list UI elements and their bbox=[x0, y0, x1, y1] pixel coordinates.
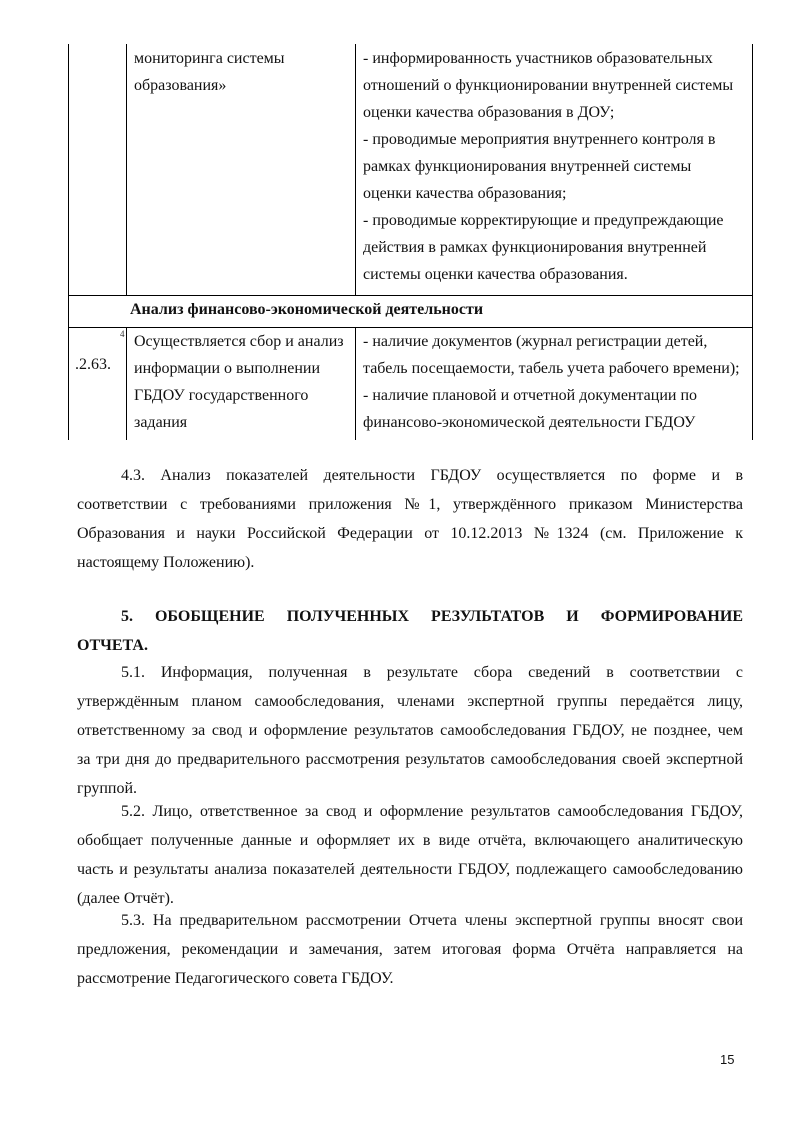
text-line: Образования и науки Российской Федерации от 10.12.2013 №1324 (см. Приложение к bbox=[77, 525, 743, 542]
cell-line: системы оценки качества образования. bbox=[363, 266, 628, 283]
paragraph-5-2 bbox=[77, 797, 743, 913]
cell-line: Осуществляется сбор и анализ bbox=[134, 333, 344, 350]
cell-line: действия в рамках функционирования внутренней bbox=[363, 239, 707, 256]
text-line: 5.2. Лицо, ответственное за свод и оформление результатов самообследования ГБДОУ, bbox=[121, 803, 743, 820]
text-line: предложения, рекомендации и замечания, затем итоговая форма Отчёта направляется на bbox=[77, 941, 743, 958]
cell-line: финансово-экономической деятельности ГБДОУ bbox=[363, 414, 696, 431]
table-col-divider bbox=[126, 44, 127, 295]
text-line: 4.3. Анализ показателей деятельности ГБДОУ осуществляется по форме и в bbox=[121, 467, 743, 484]
text-line: (далее Отчёт). bbox=[77, 890, 174, 907]
indicators-cell-continued bbox=[363, 45, 733, 288]
text-line: обобщает полученные данные и оформляет их в виде отчёта, включающего аналитическую bbox=[77, 832, 743, 849]
criterion-cell-continued bbox=[134, 45, 285, 99]
table-col-divider bbox=[126, 327, 127, 440]
indicators-cell bbox=[363, 328, 740, 436]
cell-line: образования» bbox=[134, 77, 227, 94]
table-col-divider bbox=[355, 327, 356, 440]
cell-line: табель посещаемости, табель учета рабочего времени); bbox=[363, 360, 740, 377]
cell-line: - информированность участников образовательных bbox=[363, 50, 713, 67]
cell-line: - наличие документов (журнал регистрации детей, bbox=[363, 333, 708, 350]
row-mark: 4 bbox=[120, 329, 125, 339]
text-line: за три дня до предварительного рассмотрения результатов самообследования своей экспертной bbox=[77, 751, 743, 768]
cell-line: отношений о функционировании внутренней системы bbox=[363, 77, 734, 94]
text-line: утверждённым планом самообследования, членами экспертной группы передаётся лицу, bbox=[77, 693, 743, 710]
cell-line: оценки качества образования; bbox=[363, 185, 567, 202]
row-number: .2.63. bbox=[75, 356, 111, 373]
paragraph-4-3 bbox=[77, 461, 743, 577]
text-line: 5.3. На предварительном рассмотрении Отчета члены экспертной группы вносят свои bbox=[121, 912, 743, 929]
cell-line: оценки качества образования в ДОУ; bbox=[363, 104, 615, 121]
text-line: ответственному за свод и оформление результатов самообследования ГБДОУ, не позднее, чем bbox=[77, 722, 743, 739]
table-section-title: Анализ финансово-экономической деятельности bbox=[130, 301, 484, 318]
cell-line: информации о выполнении bbox=[134, 360, 321, 377]
cell-line: мониторинга системы bbox=[134, 50, 285, 67]
section-5-heading bbox=[77, 602, 743, 660]
heading-line: 5. ОБОБЩЕНИЕ ПОЛУЧЕННЫХ РЕЗУЛЬТАТОВ И ФОРМИРОВАНИЕ bbox=[121, 608, 743, 625]
criterion-cell bbox=[134, 328, 344, 436]
paragraph-5-1 bbox=[77, 658, 743, 803]
table-border-right bbox=[752, 44, 753, 440]
cell-line: - наличие плановой и отчетной документации по bbox=[363, 387, 698, 404]
cell-line: ГБДОУ государственного bbox=[134, 387, 309, 404]
criteria-table bbox=[68, 44, 753, 440]
cell-line: задания bbox=[134, 414, 188, 431]
text-line: 5.1. Информация, полученная в результате сбора сведений в соответствии с bbox=[121, 664, 743, 681]
cell-line: рамках функционирования внутренней системы bbox=[363, 158, 692, 175]
cell-line: - проводимые мероприятия внутреннего контроля в bbox=[363, 131, 716, 148]
table-row-divider bbox=[68, 295, 753, 296]
cell-line: - проводимые корректирующие и предупреждающие bbox=[363, 212, 724, 229]
page-number: 15 bbox=[720, 1052, 735, 1067]
text-line: соответствии с требованиями приложения №1, утверждённого приказом Министерства bbox=[77, 496, 743, 513]
text-line: часть и результаты анализа показателей деятельности ГБДОУ, подлежащего самообследованию bbox=[77, 861, 743, 878]
text-line: настоящему Положению). bbox=[77, 554, 255, 571]
heading-line: ОТЧЕТА. bbox=[77, 637, 148, 654]
paragraph-5-3 bbox=[77, 906, 743, 993]
text-line: рассмотрение Педагогического совета ГБДОУ. bbox=[77, 970, 394, 987]
table-col-divider bbox=[355, 44, 356, 295]
text-line: группой. bbox=[77, 780, 138, 797]
table-border-left bbox=[68, 44, 69, 440]
